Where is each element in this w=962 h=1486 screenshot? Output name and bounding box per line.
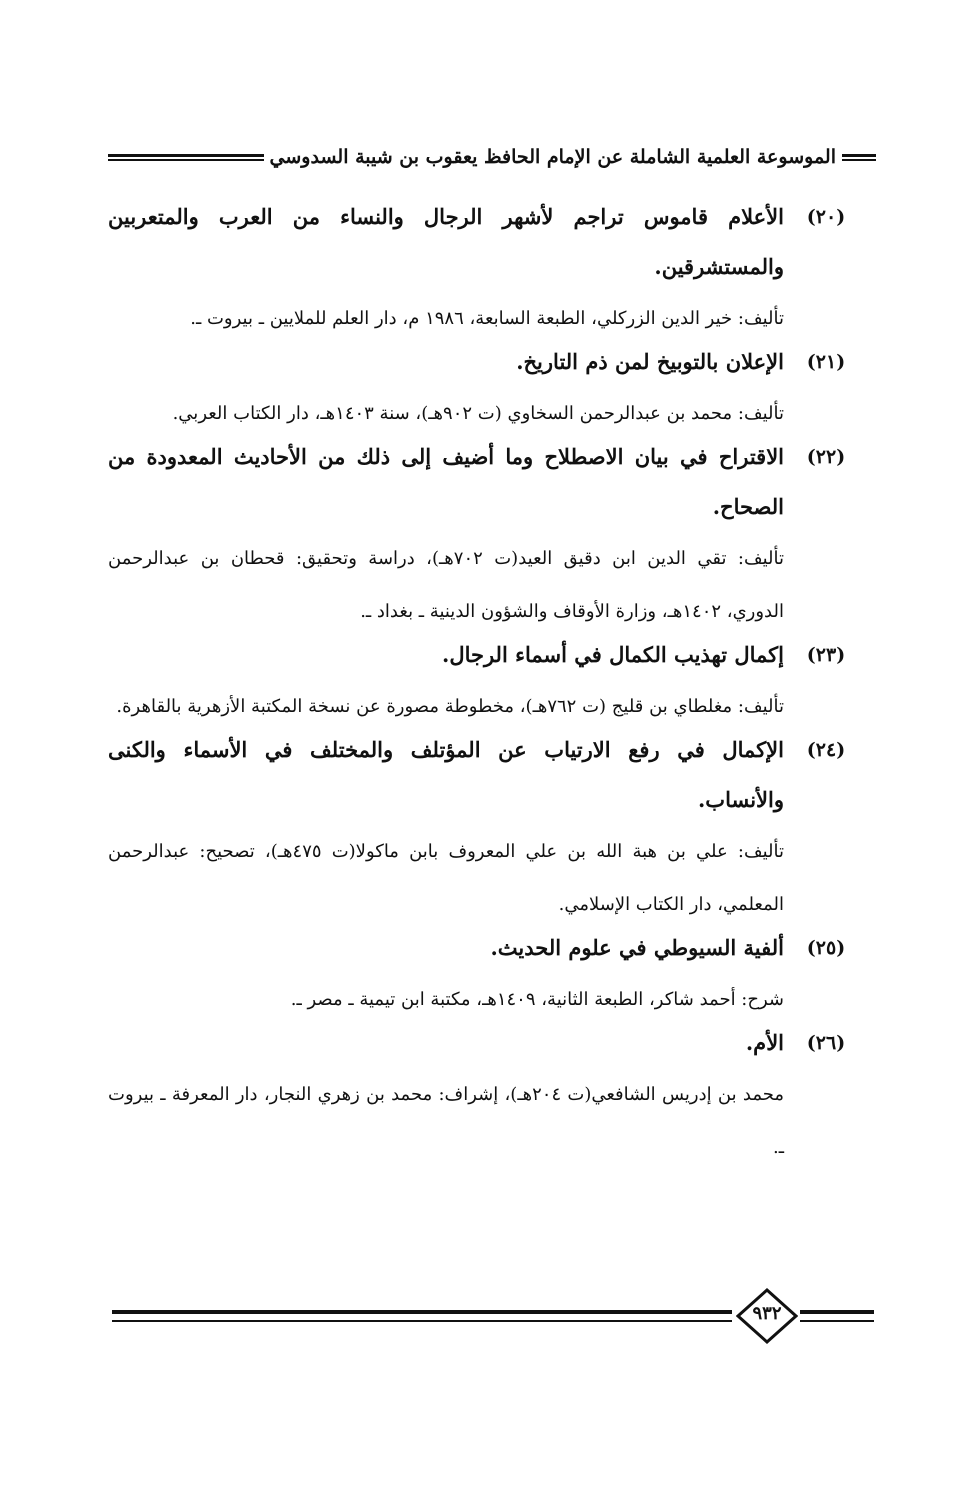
entry-details: شرح: أحمد شاكر، الطبعة الثانية، ١٤٠٩هـ، مكتبة ابن تيمية ـ مصر ـ. <box>290 989 784 1010</box>
footer-rule-right <box>800 1310 874 1322</box>
bibliography-entry <box>108 638 868 733</box>
entry-heading <box>108 931 868 973</box>
entry-number: (٢٠) <box>806 206 846 228</box>
header-rule-left <box>108 154 264 161</box>
bibliography-entry <box>108 931 868 1026</box>
entry-title: الأم. <box>745 1030 784 1055</box>
entry-details: محمد بن إدريس الشافعي(ت ٢٠٤هـ)، إشراف: محمد بن زهري النجار، دار المعرفة ـ بيروت ـ. <box>108 1084 784 1158</box>
bibliography-entry <box>108 1026 868 1174</box>
entry-number: (٢٤) <box>806 739 846 761</box>
entry-title: الأعلام قاموس تراجم لأشهر الرجال والنساء من العرب والمتعربين والمستشرقين. <box>108 204 784 279</box>
entry-heading <box>108 200 868 292</box>
bibliography-entry <box>108 200 868 345</box>
entry-heading <box>108 638 868 680</box>
bibliography-entry <box>108 345 868 440</box>
entry-number: (٢١) <box>806 351 846 373</box>
entry-number: (٢٣) <box>806 644 846 666</box>
page-number-badge <box>736 1288 798 1344</box>
entry-title: الاقتراح في بيان الاصطلاح وما أضيف إلى ذلك من الأحاديث المعدودة من الصحاح. <box>108 444 785 519</box>
entry-heading <box>108 345 868 387</box>
entry-title: ألفية السيوطي في علوم الحديث. <box>490 935 784 960</box>
footer-rule-left <box>112 1310 732 1322</box>
entry-details: تأليف: خير الدين الزركلي، الطبعة السابعة، ١٩٨٦ م، دار العلم للملايين ـ بيروت ـ. <box>190 308 784 329</box>
page-footer <box>112 1288 874 1348</box>
entry-title: الإكمال في رفع الارتياب عن المؤتلف والمختلف في الأسماء والكنى والأنساب. <box>108 737 784 812</box>
entry-details: تأليف: تقي الدين ابن دقيق العيد(ت ٧٠٢هـ)، دراسة وتحقيق: قحطان بن عبدالرحمن الدوري، ١٤٠٢هـ، وزارة الأوقاف والشؤون الدينية ـ بغداد ـ. <box>108 548 785 622</box>
entry-details: تأليف: محمد بن عبدالرحمن السخاوي (ت ٩٠٢هـ)، سنة ١٤٠٣هـ، دار الكتاب العربي. <box>172 403 784 424</box>
bibliography-entry <box>108 440 868 638</box>
entry-details: تأليف: مغلطاي بن قليج (ت ٧٦٢هـ)، مخطوطة مصورة عن نسخة المكتبة الأزهرية بالقاهرة. <box>116 696 784 717</box>
entry-heading <box>108 440 868 532</box>
header-title: الموسوعة العلمية الشاملة عن الإمام الحافظ يعقوب بن شيبة السدوسي <box>269 146 836 168</box>
entry-heading <box>108 733 868 825</box>
entry-title: إكمال تهذيب الكمال في أسماء الرجال. <box>442 642 784 667</box>
header-rule-right <box>842 154 876 161</box>
running-header <box>108 140 876 174</box>
entry-number: (٢٢) <box>806 446 846 468</box>
entry-details: تأليف: علي بن هبة الله بن علي المعروف بابن ماكولا(ت ٤٧٥هـ)، تصحيح: عبدالرحمن المعلمي، دار الكتاب الإسلامي. <box>108 841 784 915</box>
page-number: ٩٣٢ <box>752 1303 782 1324</box>
bibliography-list <box>108 200 868 1174</box>
entry-heading <box>108 1026 868 1068</box>
entry-title: الإعلان بالتوبيخ لمن ذم التاريخ. <box>516 349 784 374</box>
entry-number: (٢٥) <box>806 937 846 959</box>
bibliography-entry <box>108 733 868 931</box>
entry-number: (٢٦) <box>806 1032 846 1054</box>
